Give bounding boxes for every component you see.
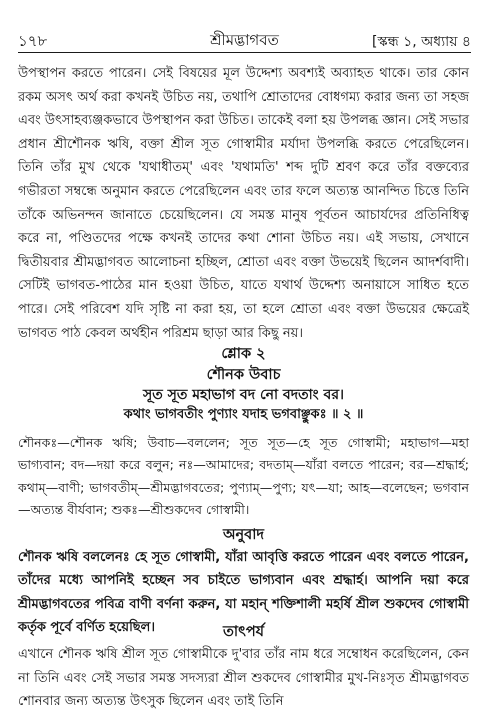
synonyms-block (18, 432, 469, 522)
header-rule (18, 52, 471, 53)
intro-paragraph: উপস্থাপন করতে পারেন। সেই বিষয়ের মূল উদ্দেশ্য অবশ্যই অব্যাহত থাকে। তার কোন রকম অসৎ অর্থ করা কখনই উচিত নয়, তথাপি শ্রোতাদের বোধগম্য করার জন্য তা সহজ এবং উৎসাহব্যঞ্জকভাবে উপস্থাপন করা উচিত। তাকেই বলা হয় উপলব্ধ জ্ঞান। সেই সভার প্রধান শ্রীশৌনক ঋষি, বক্তা শ্রীল সূত গোস্বামীর মর্যাদা উপলব্ধি করতে পেরেছিলেন। তিনি তাঁর মুখ থেকে 'যথাধীতম্' এবং 'যথামতি' শব্দ দুটি শ্রবণ করে তাঁর বক্তব্যের গভীরতা সম্বন্ধে অনুমান করতে পেরেছিলেন এবং তার ফলে অত্যন্ত আনন্দিত চিত্তে তিনি তাঁকে অভিনন্দন জানাতে চেয়েছিলেন। যে সমস্ত মানুষ পূর্বতন আচার্যদের প্রতিনিধিত্ব করে না, পণ্ডিতদের পক্ষে কখনই তাদের কথা শোনা উচিত নয়। এই সভায়, সেখানে দ্বিতীয়বার শ্রীমদ্ভাগবত আলোচনা হচ্ছিল, শ্রোতা এবং বক্তা উভয়েই ছিলেন আদর্শবাদী। সেটিই ভাগবত-পাঠের মান হওয়া উচিত, যাতে যথার্থ উদ্দেশ্য অনায়াসে সাধিত হতে পারে। সেই পরিবেশ যদি সৃষ্টি না করা হয়, তা হলে শ্রোতা এবং বক্তা উভয়ের ক্ষেত্রেই ভাগবত পাঠ কেবল অর্থহীন পরিশ্রম ছাড়া আর কিছু নয়। (18, 66, 469, 341)
verse-line-1: সূত সূত মহাভাগ বদ নো বদতাং বর। (142, 387, 345, 403)
synonyms-text: শৌনকঃ—শৌনক ঋষি; উবাচ—বললেন; সূত সূত—হে সূত গোস্বামী; মহাভাগ—মহা ভাগ্যবান; বদ—দয়া করে বলুন; নঃ—আমাদের; বদতাম্—যাঁরা বলতে পারেন; বর—শ্রদ্ধার্হ; কথাম্—বাণী; ভাগবতীম্—শ্রীমদ্ভাগবতের; পুণ্যাম্—পুণ্য; যৎ—যা; আহ—বলেছেন; ভগবান—অত্যন্ত বীর্যবান; শুকঃ—শ্রীশুকদেব গোস্বামী। (18, 435, 469, 518)
purport-text: এখানে শৌনক ঋষি শ্রীল সূত গোস্বামীকে দু'বার তাঁর নাম ধরে সম্বোধন করেছিলেন, কেন না তিনি এবং সেই সভার সমস্ত সদস্যরা শ্রীল শুকদেব গোস্বামীর মুখ-নিঃসৃত শ্রীমদ্ভাগবত শোনবার জন্য অত্যন্ত উৎসুক ছিলেন এবং তাই তিনি (18, 647, 469, 710)
verse-line-2: কথাং ভাগবতীং পুণ্যাং যদাহ ভগবাঞ্ছুকঃ ॥ ২ ॥ (123, 407, 364, 422)
sloka-heading: শ্লোক ২ (221, 346, 266, 362)
running-title: শ্রীমদ্ভাগবত (210, 31, 279, 49)
page-number: ১৭৮ (18, 32, 48, 50)
intro-paragraph-block (18, 62, 469, 345)
page-header (18, 27, 471, 53)
verse-block-2 (18, 404, 469, 426)
speaker-line: শৌনক উবাচ (206, 367, 281, 383)
translation-heading: অনুবাদ (222, 527, 265, 543)
purport-heading: তাৎপর্য (222, 624, 265, 640)
verse-block (18, 384, 469, 406)
purport-block (18, 643, 469, 714)
translation-text: শৌনক ঋষি বললেনঃ হে সূত গোস্বামী, যাঁরা আবৃত্তি করতে পারেন এবং বলতে পারেন, তাঁদের মধ্যে আপনিই হচ্ছেন সব চাইতে ভাগ্যবান এবং শ্রদ্ধার্হ। আপনি দয়া করে শ্রীমদ্ভাগবতের পবিত্র বাণী বর্ণনা করুন, যা মহান্ শক্তিশালী মহর্ষি শ্রীল শুকদেব গোস্বামী কর্তৃক পূর্বে বর্ণিত হয়েছিল। (18, 550, 469, 636)
canto-chapter-reference: [স্কন্ধ ১, অধ্যায় ৪ (372, 34, 471, 50)
